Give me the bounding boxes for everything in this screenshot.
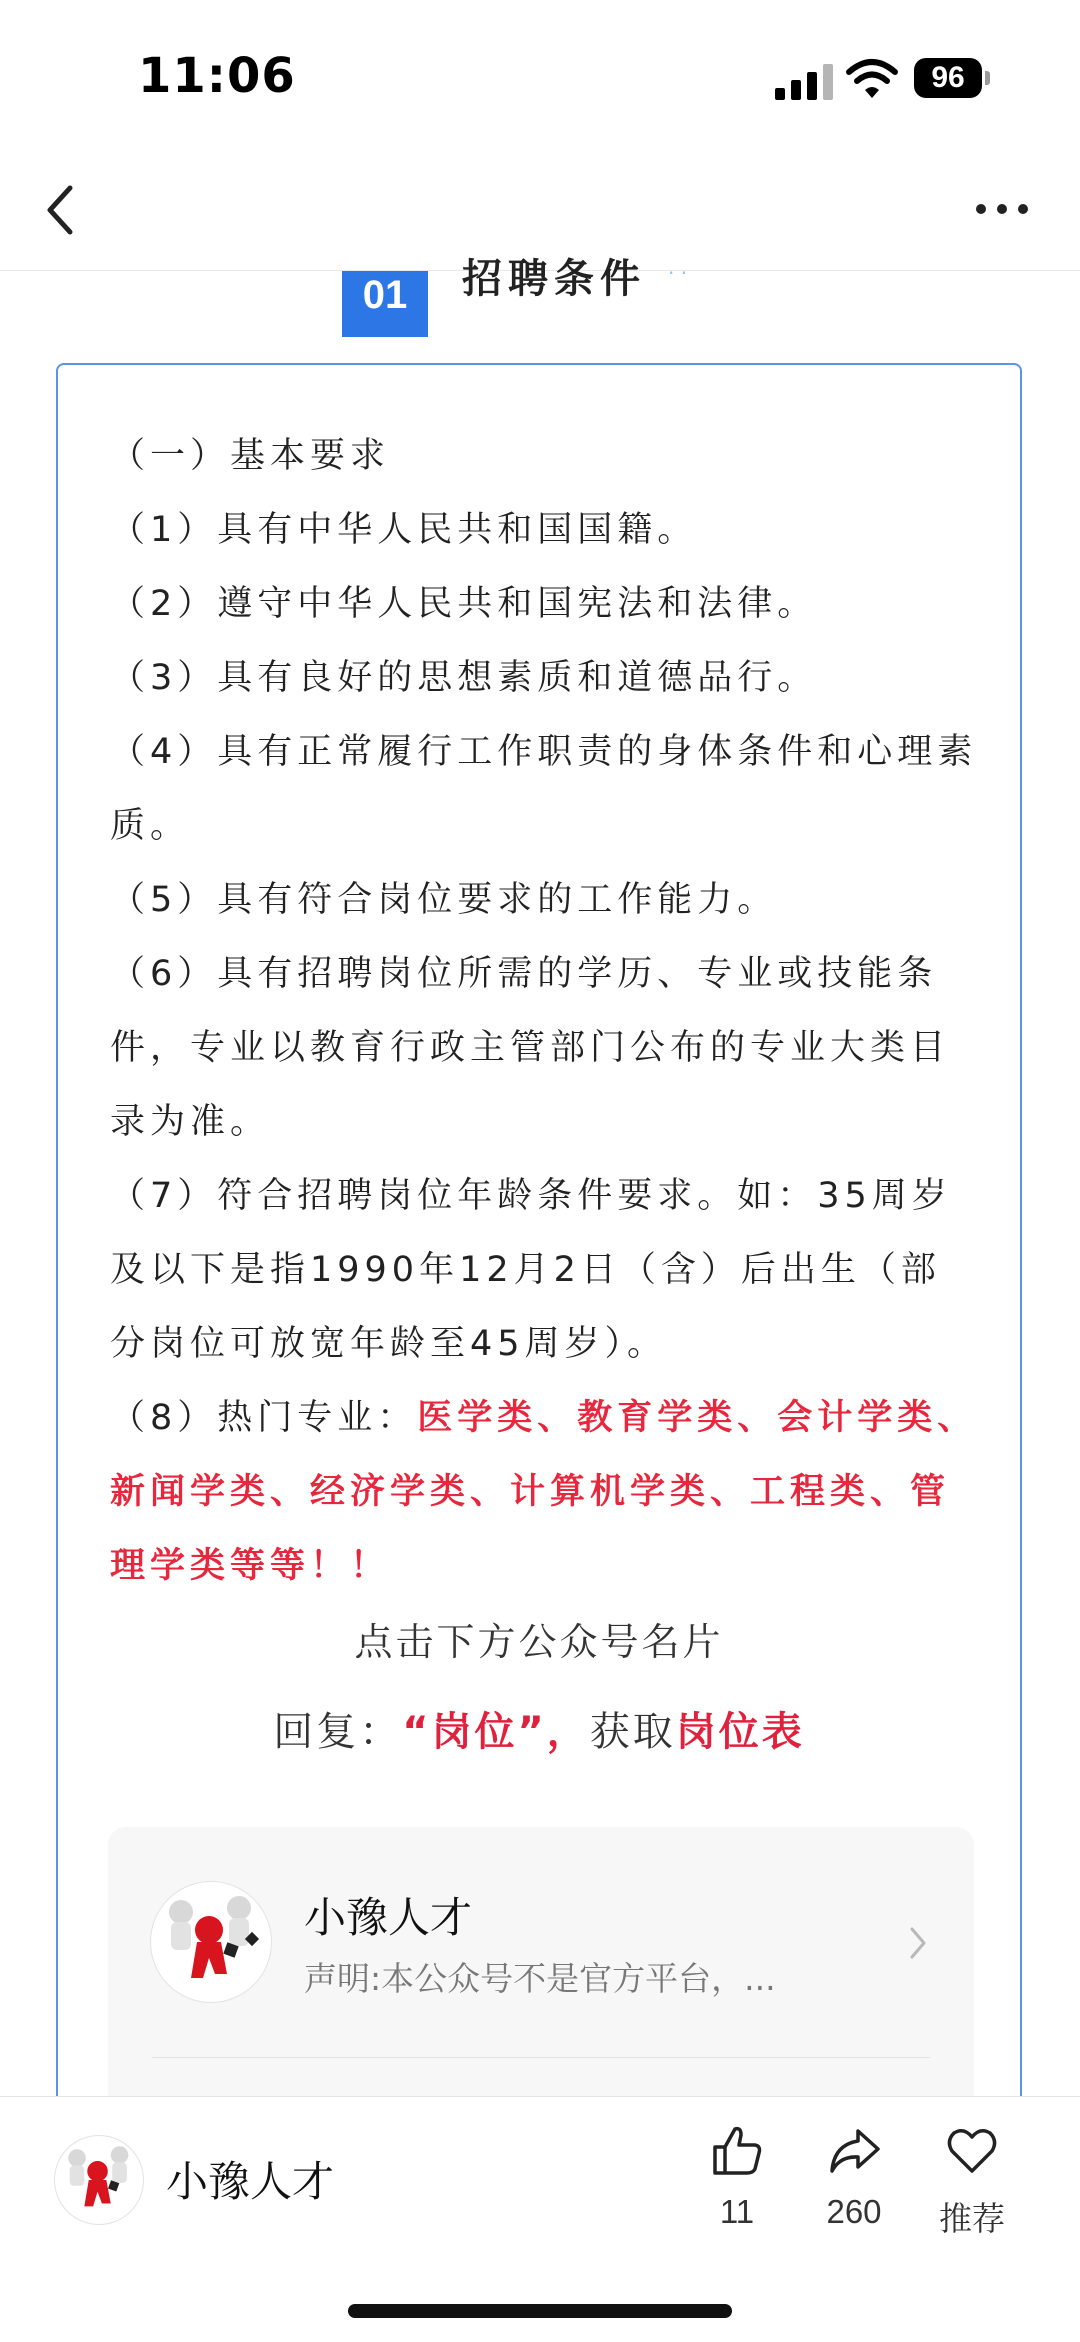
share-count: 260	[826, 2193, 882, 2230]
account-avatar-small[interactable]	[54, 2135, 144, 2225]
avatar-figure-icon	[151, 1882, 271, 2002]
article-content[interactable]	[0, 256, 1080, 2096]
like-count: 11	[719, 2193, 755, 2230]
status-bar	[0, 0, 1080, 150]
chevron-right-icon	[906, 1923, 930, 1963]
thumbs-up-icon	[709, 2123, 765, 2179]
heart-icon	[944, 2123, 1000, 2179]
section-number-badge: 01	[342, 271, 428, 337]
requirement-item: （1）具有中华人民共和国国籍。	[110, 510, 698, 550]
cta-keyword: “岗位”，	[402, 1709, 590, 1755]
cta-middle: 获取	[589, 1709, 676, 1755]
share-button[interactable]	[799, 2123, 909, 2231]
section-title: 招聘条件	[462, 256, 646, 302]
requirements-heading: （一）基本要求	[110, 436, 391, 476]
home-indicator[interactable]	[348, 2304, 732, 2318]
battery-indicator: 96	[914, 58, 982, 98]
hot-majors-highlight: 医学类、教育学类、会计学类、新闻学类、经济学类、计算机学类、工程类、管理学类等等！！	[110, 1398, 978, 1586]
chevron-left-icon[interactable]	[36, 178, 84, 242]
battery-tip	[985, 71, 990, 85]
requirements-box	[56, 363, 1022, 2163]
cta-target: 岗位表	[675, 1709, 805, 1755]
account-avatar	[150, 1881, 272, 2003]
bottom-account-name[interactable]: 小豫人才	[166, 2157, 335, 2206]
requirements-text	[110, 419, 978, 1603]
requirement-item: （7）符合招聘岗位年龄条件要求。如：35周岁及以下是指1990年12月2日（含）后出生（部分岗位可放宽年龄至45周岁）。	[110, 1176, 952, 1364]
cta-instruction: 点击下方公众号名片	[354, 1620, 724, 1664]
cta-reply-prefix: 回复：	[273, 1709, 403, 1755]
requirement-item: （2）遵守中华人民共和国宪法和法律。	[110, 584, 818, 624]
share-arrow-icon	[826, 2123, 882, 2179]
requirement-item-8	[110, 1381, 978, 1603]
account-name: 小豫人才	[304, 1893, 473, 1942]
requirement-item: （5）具有符合岗位要求的工作能力。	[110, 880, 778, 920]
cta-reply-hint	[58, 1700, 1020, 1757]
status-time: 11:06	[138, 48, 296, 104]
requirement-item: （6）具有招聘岗位所需的学历、专业或技能条件，专业以教育行政主管部门公布的专业大类目录为准。	[110, 954, 951, 1142]
requirement-8-prefix: （8）热门专业：	[110, 1398, 418, 1438]
recommend-label: 推荐	[939, 2200, 1005, 2237]
card-divider	[152, 2057, 930, 2058]
wifi-icon	[846, 58, 898, 100]
more-dots-icon[interactable]	[976, 200, 1028, 220]
cellular-signal-icon	[775, 64, 835, 100]
recommend-button[interactable]	[917, 2123, 1027, 2240]
account-description: 声明:本公众号不是官方平台，...	[304, 1959, 776, 1998]
requirement-item: （3）具有良好的思想素质和道德品行。	[110, 658, 818, 698]
like-button[interactable]	[682, 2123, 792, 2231]
avatar-figure-icon	[55, 2136, 143, 2224]
requirement-item: （4）具有正常履行工作职责的身体条件和心理素质。	[110, 732, 978, 846]
decorative-dots-icon: · ·	[668, 261, 688, 285]
